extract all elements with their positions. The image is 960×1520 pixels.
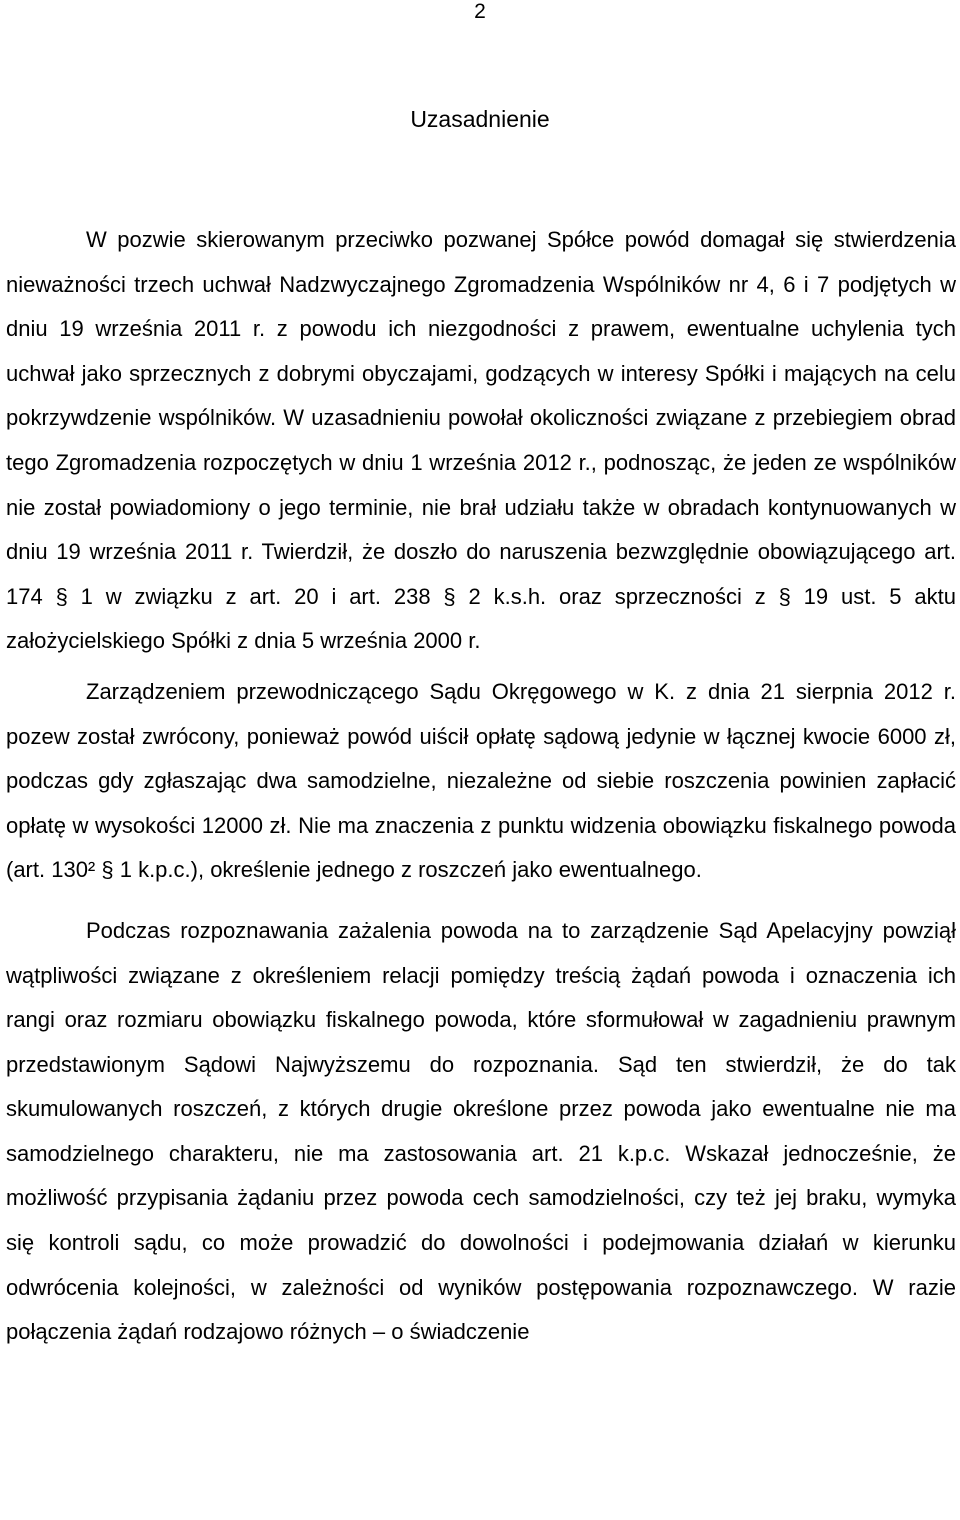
document-title: Uzasadnienie: [410, 106, 550, 132]
document-body: [6, 218, 956, 1355]
paragraph-1: W pozwie skierowanym przeciwko pozwanej Spółce powód domagał się stwierdzenia nieważności trzech uchwał Nadzwyczajnego Zgromadzenia Wspólników nr 4, 6 i 7 podjętych w dniu 19 września 2011 r. z powodu ich niezgodności z prawem, ewentualne uchylenia tych uchwał jako sprzecznych z dobrymi obyczajami, godzących w interesy Spółki i mających na celu pokrzywdzenie wspólników. W uzasadnieniu powołał okoliczności związane z przebiegiem obrad tego Zgromadzenia rozpoczętych w dniu 1 września 2012 r., podnosząc, że jeden ze wspólników nie został powiadomiony o jego terminie, nie brał udziału także w obradach kontynuowanych w dniu 19 września 2011 r. Twierdził, że doszło do naruszenia bezwzględnie obowiązującego art. 174 § 1 w związku z art. 20 i art. 238 § 2 k.s.h. oraz sprzeczności z § 19 ust. 5 aktu założycielskiego Spółki z dnia 5 września 2000 r.: [6, 227, 956, 654]
paragraph-3: Podczas rozpoznawania zażalenia powoda na to zarządzenie Sąd Apelacyjny powziął wątpliwości związane z określeniem relacji pomiędzy treścią żądań powoda i oznaczenia ich rangi oraz rozmiaru obowiązku fiskalnego powoda, które sformułował w zagadnieniu prawnym przedstawionym Sądowi Najwyższemu do rozpoznania. Sąd ten stwierdził, że do tak skumulowanych roszczeń, z których drugie określone przez powoda jako ewentualne nie ma samodzielnego charakteru, nie ma zastosowania art. 21 k.p.c. Wskazał jednocześnie, że możliwość przypisania żądaniu przez powoda cech samodzielności, czy też jej braku, wymyka się kontroli sądu, co może prowadzić do dowolności i podejmowania działań w kierunku odwrócenia kolejności, w zależności od wyników postępowania rozpoznawczego. W razie połączenia żądań rodzajowo różnych – o świadczenie: [6, 917, 956, 1345]
page-number: 2: [474, 0, 486, 23]
paragraph-2: Zarządzeniem przewodniczącego Sądu Okręgowego w K. z dnia 21 sierpnia 2012 r. pozew został zwrócony, ponieważ powód uiścił opłatę sądową jedynie w łącznej kwocie 6000 zł, podczas gdy zgłaszając dwa samodzielne, niezależne od siebie roszczenia powinien zapłacić opłatę w wysokości 12000 zł. Nie ma znaczenia z punktu widzenia obowiązku fiskalnego powoda (art. 130² § 1 k.p.c.), określenie jednego z roszczeń jako ewentualnego.: [6, 678, 956, 883]
